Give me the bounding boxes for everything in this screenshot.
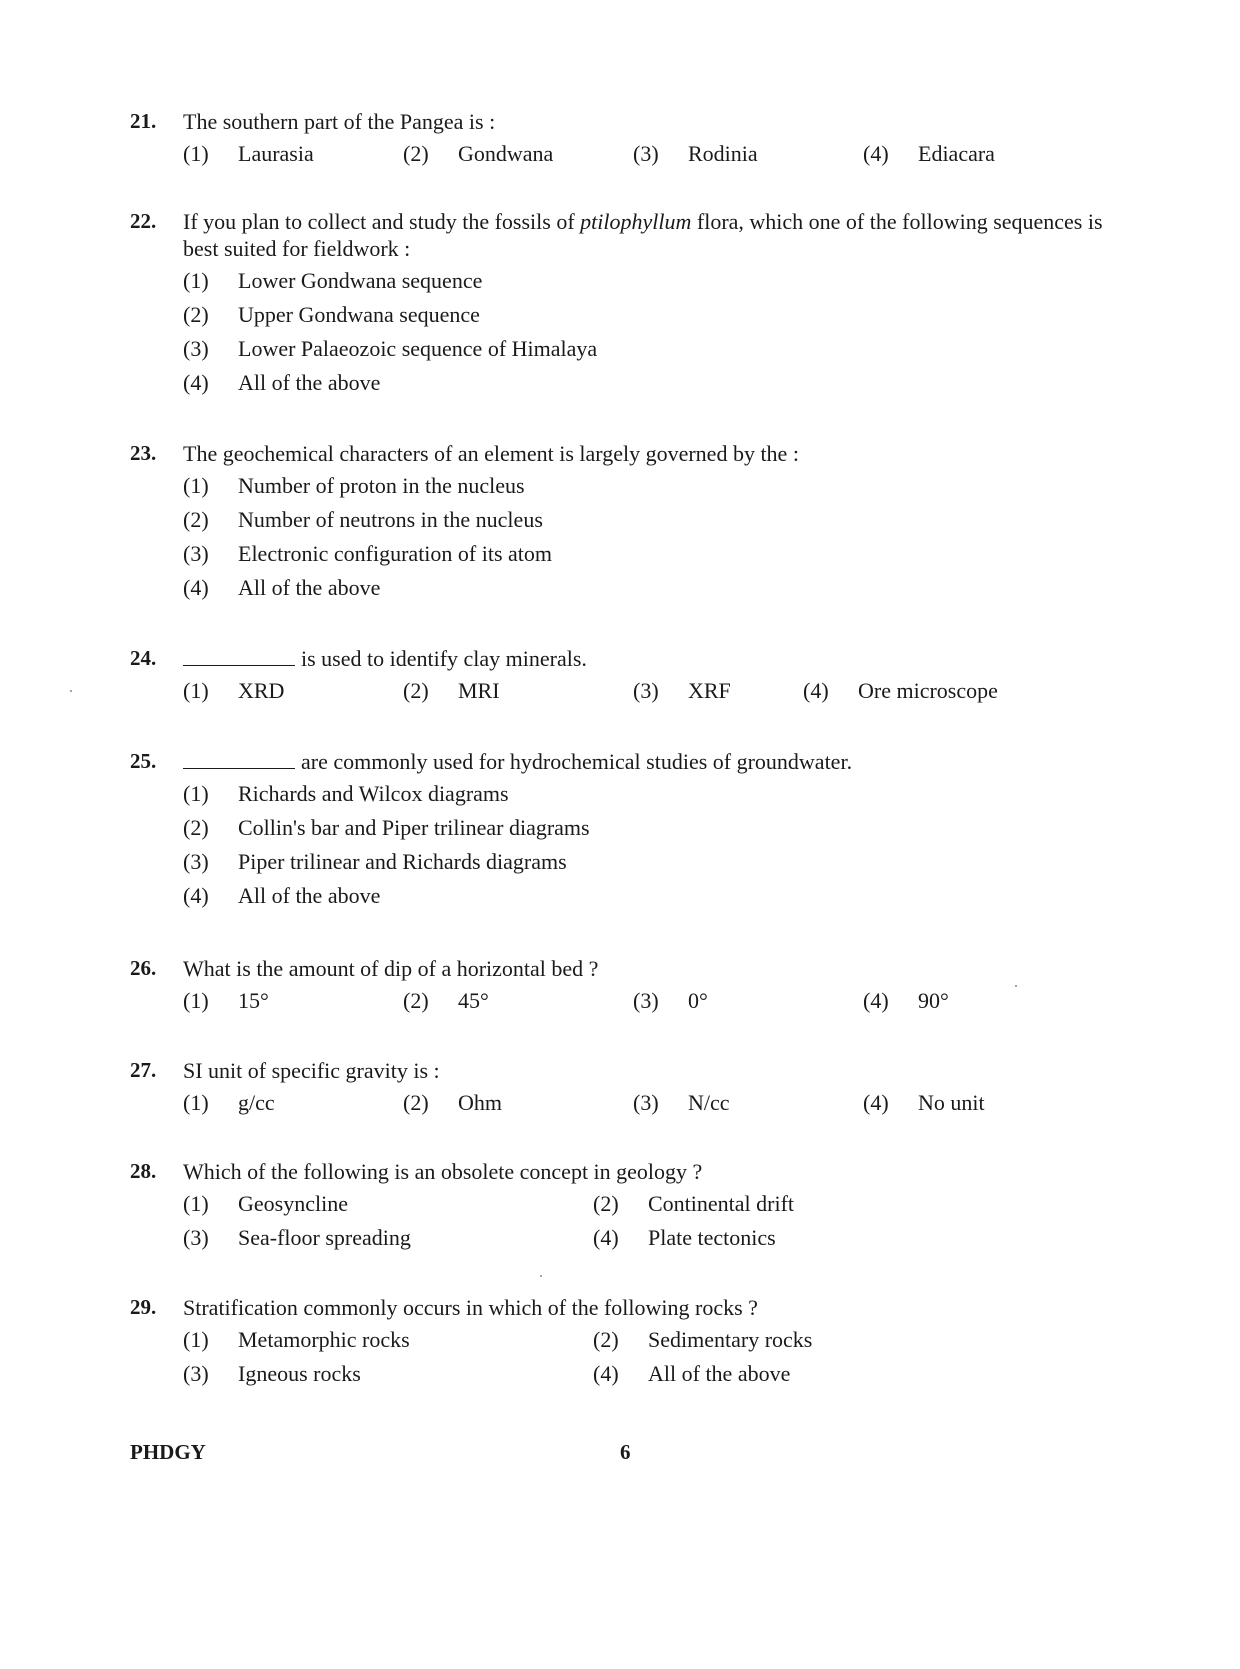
option-row: [183, 507, 1130, 541]
question-text: Which of the following is an obsolete concept in geology ?: [183, 1159, 703, 1184]
question-stem: [130, 748, 1130, 775]
option-list: [183, 268, 1130, 404]
option-row: [183, 141, 1130, 175]
option-3[interactable]: (3) Sea-floor spreading: [183, 1225, 411, 1250]
option-3[interactable]: (3) Electronic configuration of its atom: [183, 541, 553, 566]
option-4[interactable]: (4) All of the above: [183, 575, 381, 600]
question-text: The southern part of the Pangea is :: [183, 109, 496, 134]
option-2[interactable]: (2) Continental drift: [593, 1191, 795, 1216]
option-row: [183, 988, 1130, 1022]
option-4[interactable]: (4) Ediacara: [863, 141, 995, 166]
option-4[interactable]: (4) 90°: [863, 988, 949, 1013]
option-row: [183, 1191, 1130, 1225]
question-number: 24.: [130, 646, 157, 670]
fill-in-blank: [183, 750, 295, 769]
option-1[interactable]: (1) Metamorphic rocks: [183, 1327, 410, 1352]
question-text: What is the amount of dip of a horizontal bed ?: [183, 956, 599, 981]
question-text: The geochemical characters of an element is largely governed by the :: [183, 441, 799, 466]
question-number: 22.: [130, 209, 157, 233]
option-3[interactable]: (3) XRF: [633, 678, 731, 703]
option-list: [183, 1327, 1130, 1395]
option-row: [183, 370, 1130, 404]
option-list: [183, 988, 1130, 1022]
option-2[interactable]: (2) Collin's bar and Piper trilinear diagrams: [183, 815, 590, 840]
option-3[interactable]: (3) N/cc: [633, 1090, 730, 1115]
species-name: ptilophyllum: [580, 209, 692, 234]
option-2[interactable]: (2) Upper Gondwana sequence: [183, 302, 480, 327]
option-2[interactable]: (2) Ohm: [403, 1090, 502, 1115]
option-3[interactable]: (3) Lower Palaeozoic sequence of Himalaya: [183, 336, 598, 361]
option-3[interactable]: (3) Rodinia: [633, 141, 758, 166]
option-1[interactable]: (1) Richards and Wilcox diagrams: [183, 781, 509, 806]
option-row: [183, 1327, 1130, 1361]
question-number: 29.: [130, 1295, 157, 1319]
question-text: SI unit of specific gravity is :: [183, 1058, 440, 1083]
option-row: [183, 781, 1130, 815]
scan-speck: [1015, 985, 1017, 987]
option-3[interactable]: (3) Piper trilinear and Richards diagrams: [183, 849, 567, 874]
option-4[interactable]: (4) All of the above: [183, 883, 381, 908]
question-26: [130, 955, 1130, 1022]
question-stem: [130, 1294, 1130, 1321]
option-row: [183, 849, 1130, 883]
option-4[interactable]: (4) All of the above: [593, 1361, 791, 1386]
question-number: 26.: [130, 956, 157, 980]
option-2[interactable]: (2) MRI: [403, 678, 500, 703]
question-27: [130, 1057, 1130, 1124]
question-text: are commonly used for hydrochemical studies of groundwater.: [183, 748, 1130, 775]
question-text: If you plan to collect and study the fossils of ptilophyllum flora, which one of the following sequences is best suited for fieldwork :: [183, 209, 1103, 261]
question-stem: [130, 1158, 1130, 1185]
option-4[interactable]: (4) Plate tectonics: [593, 1225, 776, 1250]
option-list: [183, 1191, 1130, 1259]
question-stem: [130, 108, 1130, 135]
option-row: [183, 302, 1130, 336]
option-4[interactable]: (4) No unit: [863, 1090, 985, 1115]
option-row: [183, 336, 1130, 370]
option-1[interactable]: (1) 15°: [183, 988, 269, 1013]
option-list: [183, 678, 1130, 712]
option-1[interactable]: (1) Laurasia: [183, 141, 314, 166]
option-row: [183, 1225, 1130, 1259]
option-list: [183, 1090, 1130, 1124]
fill-in-blank: [183, 647, 295, 666]
paper-code: PHDGY: [130, 1440, 206, 1464]
option-row: [183, 541, 1130, 575]
option-row: [183, 575, 1130, 609]
option-2[interactable]: (2) Number of neutrons in the nucleus: [183, 507, 543, 532]
question-22: [130, 208, 1130, 404]
option-row: [183, 1361, 1130, 1395]
option-3[interactable]: (3) 0°: [633, 988, 708, 1013]
question-29: [130, 1294, 1130, 1395]
option-1[interactable]: (1) g/cc: [183, 1090, 275, 1115]
question-21: [130, 108, 1130, 175]
option-row: [183, 473, 1130, 507]
scan-speck: [540, 1275, 542, 1277]
scan-speck: [70, 690, 72, 692]
question-23: [130, 440, 1130, 609]
option-2[interactable]: (2) Sedimentary rocks: [593, 1327, 813, 1352]
option-2[interactable]: (2) 45°: [403, 988, 489, 1013]
option-list: [183, 781, 1130, 917]
option-row: [183, 883, 1130, 917]
question-number: 28.: [130, 1159, 157, 1183]
option-list: [183, 473, 1130, 609]
option-1[interactable]: (1) Number of proton in the nucleus: [183, 473, 525, 498]
question-25: [130, 748, 1130, 917]
question-24: [130, 645, 1130, 712]
option-1[interactable]: (1) XRD: [183, 678, 285, 703]
question-number: 27.: [130, 1058, 157, 1082]
option-row: [183, 1090, 1130, 1124]
question-stem: [130, 440, 1130, 467]
question-stem: [130, 208, 1130, 262]
question-number: 21.: [130, 109, 157, 133]
option-2[interactable]: (2) Gondwana: [403, 141, 554, 166]
option-4[interactable]: (4) All of the above: [183, 370, 381, 395]
option-row: [183, 268, 1130, 302]
question-text: is used to identify clay minerals.: [183, 645, 1130, 672]
question-number: 23.: [130, 441, 157, 465]
option-4[interactable]: (4) Ore microscope: [803, 678, 998, 703]
option-1[interactable]: (1) Lower Gondwana sequence: [183, 268, 483, 293]
question-stem: [130, 1057, 1130, 1084]
option-list: [183, 141, 1130, 175]
page-number: 6: [620, 1440, 631, 1464]
question-number: 25.: [130, 749, 157, 773]
option-row: [183, 815, 1130, 849]
option-3[interactable]: (3) Igneous rocks: [183, 1361, 361, 1386]
question-text: Stratification commonly occurs in which of the following rocks ?: [183, 1295, 758, 1320]
question-stem: [130, 955, 1130, 982]
question-stem: [130, 645, 1130, 672]
option-row: [183, 678, 1130, 712]
option-1[interactable]: (1) Geosyncline: [183, 1191, 348, 1216]
question-28: [130, 1158, 1130, 1259]
